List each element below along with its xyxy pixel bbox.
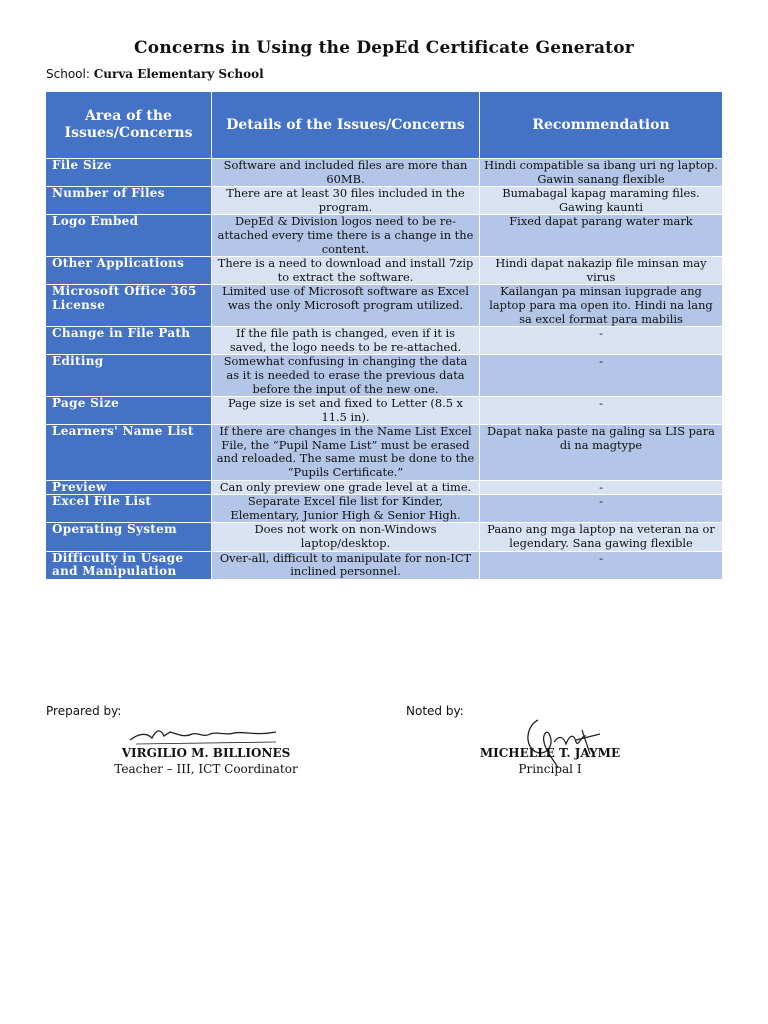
details-cell: If there are changes in the Name List Excel File, the “Pupil Name List” must be erased and reloaded. The same must be done to the “Pupils Certificate.” (212, 425, 480, 480)
recommendation-cell: - (480, 495, 723, 523)
header-details: Details of the Issues/Concerns (212, 92, 480, 159)
area-cell: Excel File List (46, 495, 212, 523)
recommendation-cell: Dapat naka paste na galing sa LIS para di na magtype (480, 425, 723, 480)
area-cell: Page Size (46, 397, 212, 425)
area-cell: Microsoft Office 365 License (46, 285, 212, 327)
header-recommendation: Recommendation (480, 92, 723, 159)
table-row (46, 187, 723, 215)
details-cell: Can only preview one grade level at a time. (212, 480, 480, 495)
area-cell: File Size (46, 159, 212, 187)
noted-by-title: Principal I (518, 762, 582, 776)
details-cell: Software and included files are more than 60MB. (212, 159, 480, 187)
area-cell: Change in File Path (46, 327, 212, 355)
noted-by-name: MICHELLE T. JAYME (479, 746, 621, 760)
recommendation-cell: Hindi dapat nakazip file minsan may virus (480, 257, 723, 285)
noted-by-label: Noted by: (406, 704, 464, 718)
area-cell: Preview (46, 480, 212, 495)
recommendation-cell: Paano ang mga laptop na veteran na or legendary. Sana gawing flexible (480, 523, 723, 551)
table-row (46, 285, 723, 327)
school-line (46, 67, 264, 81)
recommendation-cell: Bumabagal kapag maraming files. Gawing kaunti (480, 187, 723, 215)
recommendation-cell: - (480, 397, 723, 425)
prepared-by-title: Teacher – III, ICT Coordinator (114, 762, 298, 776)
details-cell: Limited use of Microsoft software as Excel was the only Microsoft program utilized. (212, 285, 480, 327)
table-row (46, 523, 723, 551)
table-row (46, 495, 723, 523)
prepared-by-name: VIRGILIO M. BILLIONES (121, 746, 291, 760)
table-row (46, 159, 723, 187)
area-cell: Logo Embed (46, 215, 212, 257)
details-cell: Somewhat confusing in changing the data as it is needed to erase the previous data before the input of the new one. (212, 355, 480, 397)
recommendation-cell: - (480, 355, 723, 397)
table-row (46, 480, 723, 495)
header-area: Area of the Issues/Concerns (46, 92, 212, 159)
details-cell: If the file path is changed, even if it is saved, the logo needs to be re-attached. (212, 327, 480, 355)
area-cell: Number of Files (46, 187, 212, 215)
area-cell: Difficulty in Usage and Manipulation (46, 551, 212, 579)
recommendation-cell: Hindi compatible sa ibang uri ng laptop. Gawin sanang flexible (480, 159, 723, 187)
table-row (46, 257, 723, 285)
details-cell: There is a need to download and install 7zip to extract the software. (212, 257, 480, 285)
area-cell: Learners' Name List (46, 425, 212, 480)
school-name: Curva Elementary School (93, 67, 264, 81)
area-cell: Operating System (46, 523, 212, 551)
table-header-row (46, 92, 723, 159)
details-cell: Does not work on non-Windows laptop/desktop. (212, 523, 480, 551)
table-row (46, 215, 723, 257)
table-row (46, 327, 723, 355)
recommendation-cell: - (480, 327, 723, 355)
recommendation-cell: Kailangan pa minsan iupgrade ang laptop para ma open ito. Hindi na lang sa excel format para mabilis (480, 285, 723, 327)
recommendation-cell: Fixed dapat parang water mark (480, 215, 723, 257)
document-title: Concerns in Using the DepEd Certificate Generator (134, 38, 634, 58)
recommendation-cell: - (480, 551, 723, 579)
details-cell: Over-all, difficult to manipulate for non-ICT inclined personnel. (212, 551, 480, 579)
table-row (46, 425, 723, 480)
area-cell: Other Applications (46, 257, 212, 285)
area-cell: Editing (46, 355, 212, 397)
details-cell: DepEd & Division logos need to be re-attached every time there is a change in the content. (212, 215, 480, 257)
table-row (46, 551, 723, 579)
recommendation-cell: - (480, 480, 723, 495)
table-row (46, 397, 723, 425)
details-cell: There are at least 30 files included in the program. (212, 187, 480, 215)
school-label: School: (46, 67, 90, 81)
prepared-by-label: Prepared by: (46, 704, 122, 718)
details-cell: Page size is set and fixed to Letter (8.5 x 11.5 in). (212, 397, 480, 425)
table-row (46, 355, 723, 397)
details-cell: Separate Excel file list for Kinder, Elementary, Junior High & Senior High. (212, 495, 480, 523)
concerns-table (45, 91, 723, 580)
